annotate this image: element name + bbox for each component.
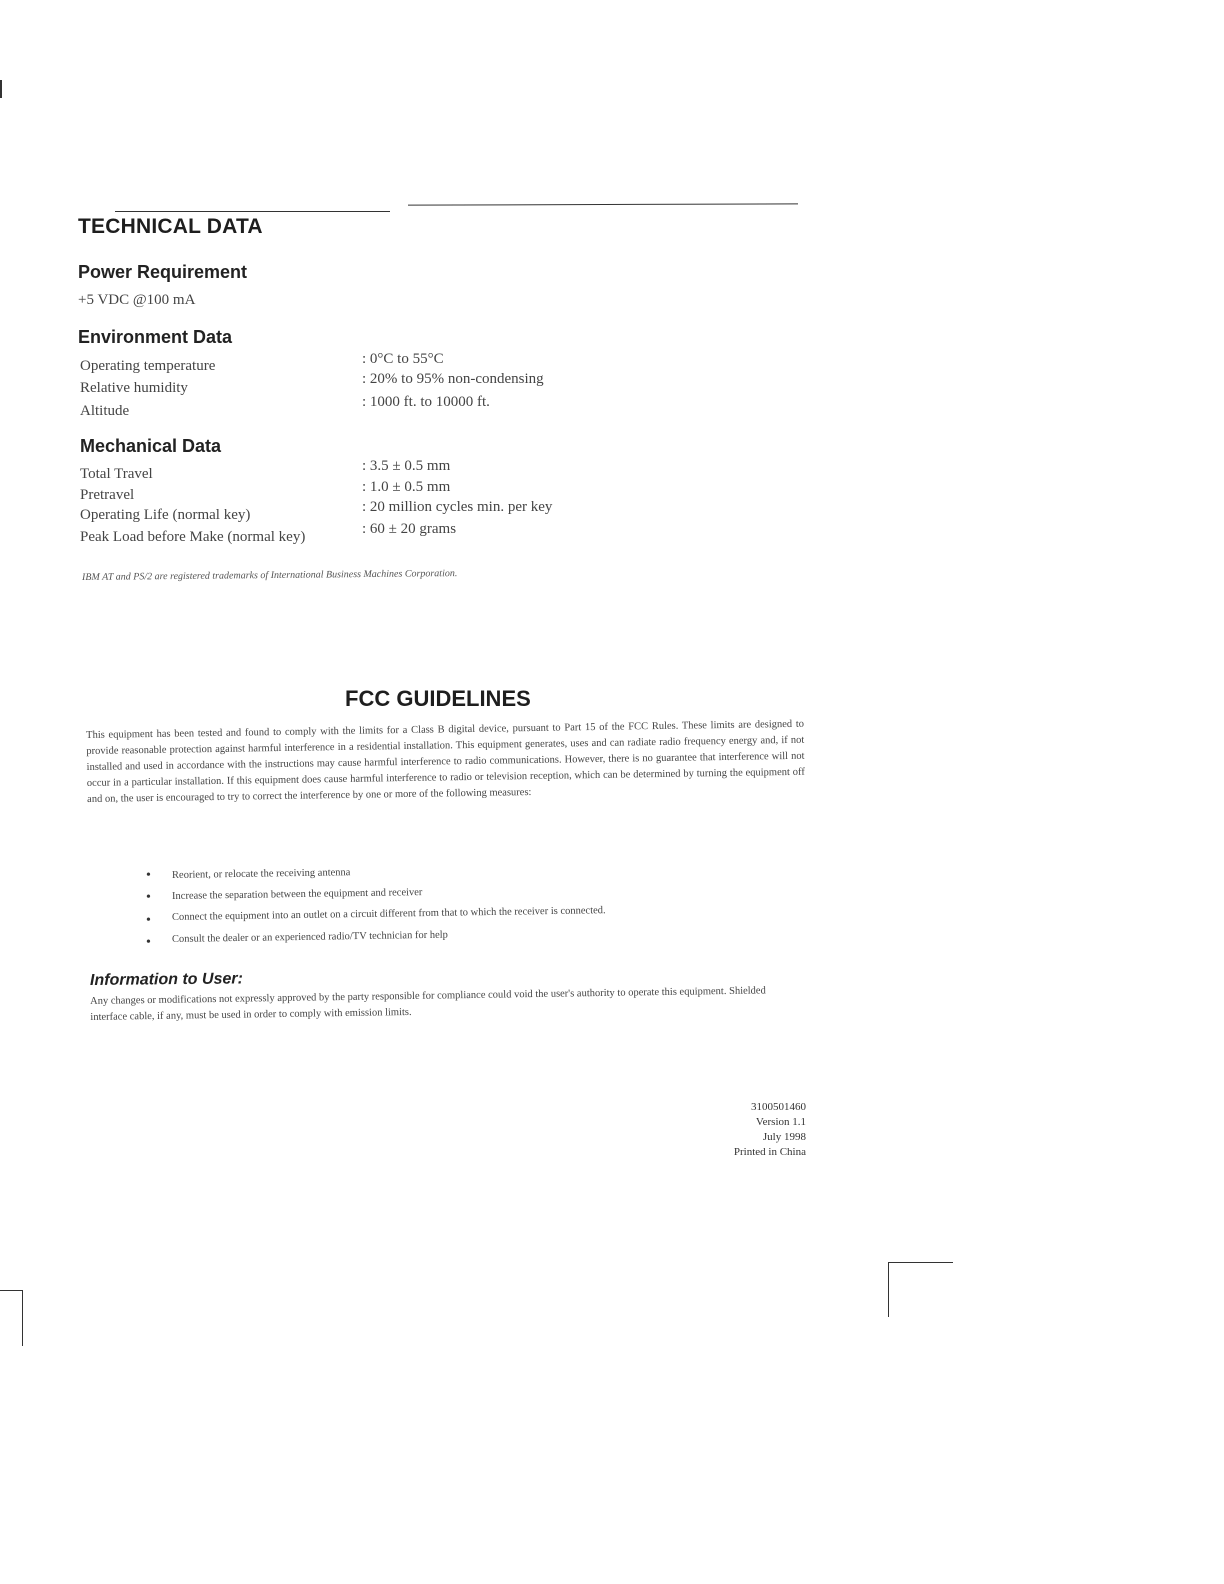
version: Version 1.1: [755, 1116, 806, 1128]
mech-label: Total Travel: [80, 466, 153, 482]
information-to-user-paragraph: Any changes or modifications not expressly approved by the party responsible for compliance could void the user's authority to operate this equipment. Shielded interface cable, if any, must be used in order to comply with emission limits.: [90, 985, 766, 1023]
bullet-dot: •: [146, 913, 151, 928]
bottom-left-corner-mark: [0, 1290, 23, 1346]
environment-data-heading: Environment Data: [78, 327, 233, 347]
print-date: July 1998: [762, 1131, 806, 1143]
mech-label: Operating Life (normal key): [80, 507, 251, 523]
mechanical-data-heading: Mechanical Data: [80, 436, 222, 456]
env-label: Relative humidity: [80, 380, 188, 396]
env-label: Altitude: [80, 403, 130, 419]
env-label: Operating temperature: [80, 358, 216, 374]
header-rule-left: [115, 211, 390, 212]
fcc-measure-item: Connect the equipment into an outlet on a circuit different from that to which the receiver is connected.: [171, 905, 606, 923]
information-to-user-title: Information to User:: [89, 970, 243, 989]
fcc-measure-item: Increase the separation between the equipment and receiver: [171, 887, 423, 902]
mech-label: Peak Load before Make (normal key): [80, 529, 306, 545]
printed-location: Printed in China: [733, 1146, 806, 1158]
bottom-right-corner-mark: [888, 1262, 953, 1317]
mech-value: : 20 million cycles min. per key: [362, 499, 553, 515]
header-rule-right: [408, 203, 798, 205]
document-info: [640, 1100, 806, 1160]
fcc-measure-item: Reorient, or relocate the receiving antenna: [171, 867, 351, 881]
bullet-dot: •: [146, 935, 151, 950]
left-edge-mark: [0, 80, 2, 98]
trademark-notice: IBM AT and PS/2 are registered trademarks of International Business Machines Corporation.: [81, 568, 458, 583]
fcc-guidelines-title: FCC GUIDELINES: [345, 686, 531, 711]
bullet-dot: •: [146, 890, 151, 905]
mech-label: Pretravel: [80, 487, 135, 503]
power-requirement-heading: Power Requirement: [78, 262, 248, 282]
env-value: : 0°C to 55°C: [362, 351, 444, 367]
fcc-measure-item: Consult the dealer or an experienced radio/TV technician for help: [171, 929, 448, 945]
mech-value: : 60 ± 20 grams: [362, 521, 457, 537]
fcc-paragraph: This equipment has been tested and found to comply with the limits for a Class B digital device, pursuant to Part 15 of the FCC Rules. These limits are designed to provide reasonable protection against harmful interference in a residential installation. This equipment generates, uses and can radiate radio frequency energy and, if not installed and used in accordance with the instructions may cause harmful interference to radio communications. However, there is no guarantee that interference will not occur in a particular installation. If this equipment does cause harmful interference to radio or television reception, which can be determined by turning the equipment off and on, the user is encouraged to try to correct the interference by one or more of the following measures:: [86, 718, 805, 805]
technical-data-title: TECHNICAL DATA: [78, 215, 263, 238]
bullet-dot: •: [146, 868, 151, 883]
power-requirement-value: +5 VDC @100 mA: [78, 292, 196, 308]
env-value: : 1000 ft. to 10000 ft.: [362, 394, 490, 410]
mech-value: : 3.5 ± 0.5 mm: [362, 458, 451, 474]
part-number: 3100501460: [751, 1101, 806, 1113]
mech-value: : 1.0 ± 0.5 mm: [362, 479, 451, 495]
env-value: : 20% to 95% non-condensing: [362, 371, 544, 387]
